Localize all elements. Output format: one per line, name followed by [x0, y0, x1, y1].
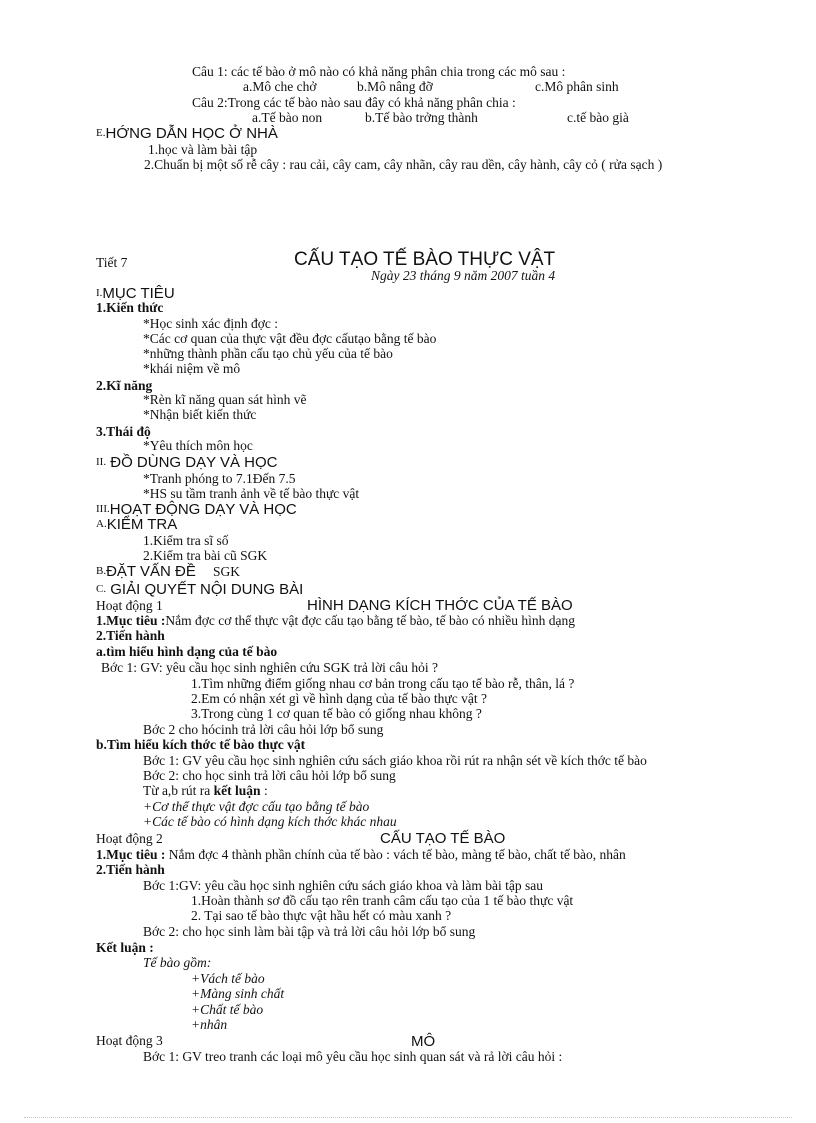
task-item: 1.Hoàn thành sơ đồ cấu tạo rên tranh câm cấu tạo của 1 tế bào thực vật [191, 893, 574, 908]
section-1-heading: $^{I.}$MỤC TIÊU [96, 285, 175, 302]
homework-item-1: 1.học và làm bài tập [148, 142, 258, 157]
subsection-shape: a.tìm hiểu hình dạng của tế bào [96, 644, 278, 659]
knowledge-item: *những thành phần cấu tạo chủ yếu của tế bào [143, 346, 393, 361]
section-e-heading: $^{E.}$HỚNG DẪN HỌC Ở NHÀ [96, 125, 278, 142]
conclusion-item: +Các tế bào có hình dạng kích thớc khác nhau [143, 814, 397, 829]
materials-item: *Tranh phóng to 7.1Đến 7.5 [143, 471, 296, 486]
question-item: 2.Em có nhận xét gì về hình dạng của tế bào thực vật ? [191, 691, 487, 706]
question-2: Câu 2:Trong các tế bào nào sau đây có khả năng phân chia : [192, 95, 516, 110]
attitude-item: *Yêu thích môn học [143, 438, 253, 453]
section-a-heading: $^{A.}$KIỂM TRA [96, 516, 178, 533]
activity-3-heading: MÔ [411, 1033, 436, 1050]
activity-3-label: Hoạt động 3 [96, 1033, 163, 1048]
cell-component: +Vách tế bào [191, 971, 265, 986]
cell-component: +Chất tế bào [191, 1002, 264, 1017]
knowledge-item: *Các cơ quan của thực vật đều đợc cấutạo bằng tế bào [143, 331, 437, 346]
page-bottom-rule [24, 1117, 792, 1118]
check-item: 1.Kiểm tra sĩ số [143, 533, 229, 548]
step-1: Bớc 1: GV treo tranh các loại mô yêu cầu học sinh quan sát và rả lời câu hỏi : [143, 1049, 563, 1064]
question-2-option-a: a.Tế bào non [252, 110, 323, 125]
question-1-option-b: b.Mô nâng đỡ [357, 79, 433, 94]
check-item: 2.Kiểm tra bài cũ SGK [143, 548, 268, 563]
section-b-heading: $^{B.}$ĐẶT VẤN ĐỀ [96, 563, 196, 580]
activity-2-label: Hoạt động 2 [96, 831, 163, 846]
materials-item: *HS su tầm tranh ảnh về tế bào thực vật [143, 486, 360, 501]
step-2: Bớc 2 cho hócinh trả lời câu hỏi lớp bổ sung [143, 722, 384, 737]
question-1: Câu 1: các tế bào ở mô nào có khả năng phân chia trong các mô sau : [192, 64, 566, 79]
skills-item: *Nhận biết kiến thức [143, 407, 257, 422]
skills-item: *Rèn kĩ năng quan sát hình vẽ [143, 392, 307, 407]
activity-2-heading: CẤU TẠO TẾ BÀO [380, 830, 506, 847]
conclusion-heading: Kết luận : [96, 940, 154, 955]
section-c-heading: $^{C.}$ GIẢI QUYẾT NỘI DUNG BÀI [96, 581, 304, 598]
question-1-option-a: a.Mô che chở [243, 79, 317, 94]
knowledge-heading: 1.Kiến thức [96, 300, 164, 315]
homework-item-2: 2.Chuẩn bị một số rễ cây : rau cải, cây cam, cây nhãn, cây rau dền, cây hành, cây cỏ ( rửa sạch ) [144, 157, 663, 172]
subsection-size: b.Tìm hiểu kích thớc tế bào thực vật [96, 737, 306, 752]
question-item: 1.Tìm những điểm giống nhau cơ bản trong cấu tạo tế bào rễ, thân, lá ? [191, 676, 575, 691]
lesson-date: Ngày 23 tháng 9 năm 2007 tuần 4 [371, 268, 556, 283]
section-b-note: SGK [213, 564, 241, 579]
attitude-heading: 3.Thái độ [96, 424, 151, 439]
question-2-option-b: b.Tế bào trởng thành [365, 110, 478, 125]
step-1: Bớc 1: GV yêu cầu học sinh nghiên cứu sách giáo khoa rồi rút ra nhận sét về kích thớc tế bào [143, 753, 647, 768]
activity-2-procedure: 2.Tiến hành [96, 862, 165, 877]
step-1: Bớc 1:GV: yêu cầu học sinh nghiên cứu sách giáo khoa và làm bài tập sau [143, 878, 543, 893]
lesson-number: Tiết 7 [96, 255, 128, 270]
question-2-option-c: c.tế bào già [567, 110, 629, 125]
question-item: 3.Trong cùng 1 cơ quan tế bào có giống nhau không ? [191, 706, 482, 721]
cell-components-intro: Tế bào gồm: [143, 955, 212, 970]
activity-1-heading: HÌNH DẠNG KÍCH THỚC CỦA TẾ BÀO [307, 597, 573, 614]
question-1-option-c: c.Mô phân sinh [535, 79, 619, 94]
conclusion-item: +Cơ thể thực vật đợc cấu tạo bằng tế bào [143, 799, 370, 814]
step-2: Bớc 2: cho học sinh làm bài tập và trả lời câu hỏi lớp bổ sung [143, 924, 476, 939]
conclusion-intro: Từ a,b rút ra kết luận : [143, 783, 268, 798]
skills-heading: 2.Kĩ năng [96, 378, 153, 393]
activity-1-label: Hoạt động 1 [96, 598, 163, 613]
cell-component: +nhân [191, 1017, 228, 1032]
step-2: Bớc 2: cho học sinh trả lời câu hỏi lớp bổ sung [143, 768, 396, 783]
step-1: Bớc 1: GV: yêu cầu học sinh nghiên cứu SGK trả lời câu hỏi ? [101, 660, 439, 675]
activity-1-procedure: 2.Tiến hành [96, 628, 165, 643]
knowledge-item: *khái niệm về mô [143, 361, 241, 376]
lesson-title: CẤU TẠO TẾ BÀO THỰC VẬT [294, 249, 556, 270]
cell-component: +Màng sinh chất [191, 986, 285, 1001]
section-2-heading: $^{II.}$ ĐỒ DÙNG DẠY VÀ HỌC [96, 454, 278, 471]
activity-2-objective: 1.Mục tiêu : Nắm đợc 4 thành phần chính của tế bào : vách tế bào, màng tế bào, chất tế bào, nhân [96, 847, 626, 862]
task-item: 2. Tại sao tế bào thực vật hầu hết có màu xanh ? [191, 908, 452, 923]
section-3-heading: $^{III.}$HOẠT ĐỘNG DẠY VÀ HỌC [96, 501, 297, 518]
knowledge-item: *Học sinh xác định đợc : [143, 316, 278, 331]
activity-1-objective: 1.Mục tiêu :Nắm đợc cơ thể thực vật đợc cấu tạo bằng tế bào, tế bào có nhiều hình dạng [96, 613, 575, 628]
